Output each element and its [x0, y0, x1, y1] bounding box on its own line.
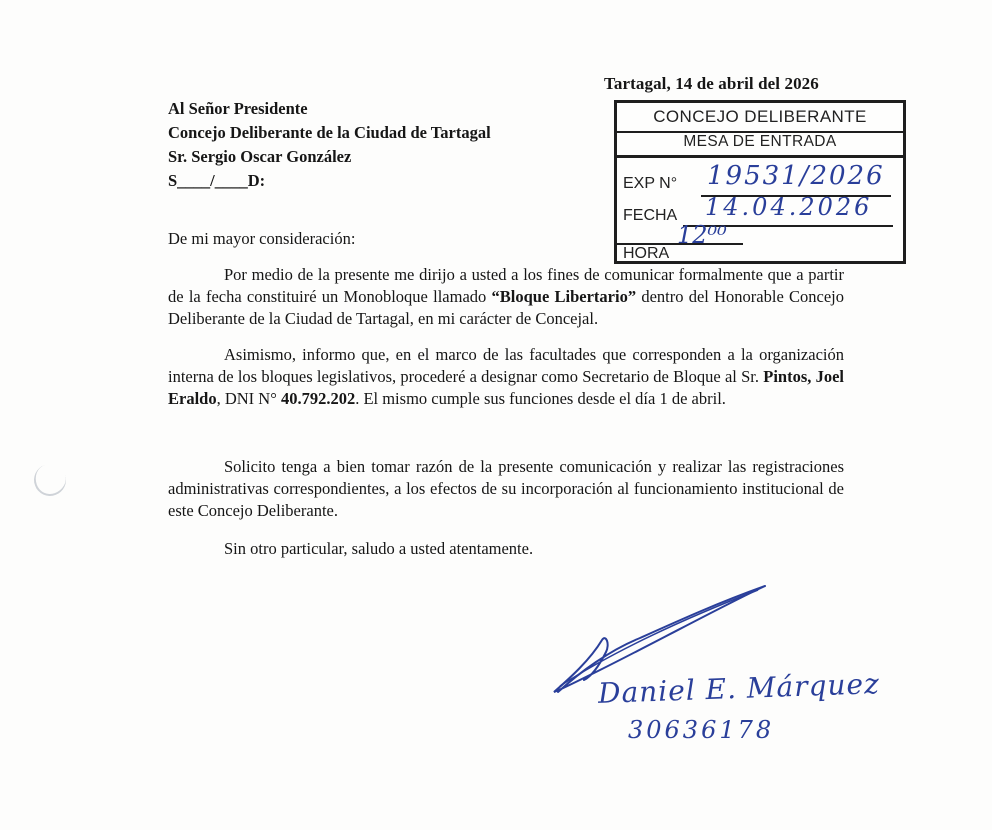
- addressee-sd: S____/____D:: [168, 171, 266, 190]
- secretary-name: Pintos, Joel Eraldo: [168, 367, 844, 408]
- addressee-institution: Concejo Deliberante de la Ciudad de Tartagal: [168, 123, 491, 142]
- paragraph-2-text-c: , DNI N°: [216, 389, 281, 408]
- punch-hole-mark: [29, 459, 70, 500]
- paragraph-2-text-a: Asimismo, informo que, en el marco de las facultades que corresponden a la organización interna de los bloques legislativos, procederé a designar como Secretario de Bloque al Sr.: [168, 345, 844, 386]
- paragraph-1-text-c: dentro del Honorable Concejo Deliberante de la Ciudad de Tartagal, en mi carácter de Concejal.: [168, 287, 844, 328]
- addressee-name: Sr. Sergio Oscar González: [168, 147, 352, 166]
- paragraph-1-text-a: Por medio de la presente me dirijo a usted a los fines de comunicar formalmente que a partir de la fecha constituiré un Monobloque llamado: [168, 265, 844, 306]
- secretary-dni: 40.792.202: [280, 389, 356, 408]
- stamp-hora-label: HORA: [617, 243, 743, 263]
- bloque-name: “Bloque Libertario”: [491, 287, 637, 306]
- stamp-fecha-label: FECHA: [623, 207, 678, 224]
- paragraph-2-text-e: . El mismo cumple sus funciones desde el día 1 de abril.: [355, 389, 726, 408]
- stamp-title: CONCEJO DELIBERANTE: [617, 107, 903, 133]
- signature-dni: 30636178: [628, 716, 775, 744]
- reception-stamp: [614, 100, 906, 264]
- closing-line: Sin otro particular, saludo a usted atentamente.: [224, 539, 534, 558]
- paragraph-3: Solicito tenga a bien tomar razón de la presente comunicación y realizar las registraciones administrativas correspondientes, a los efectos de su incorporación al funcionamiento institucional de este Concejo Deliberante.: [168, 457, 844, 520]
- paragraph-2: [168, 344, 844, 410]
- stamp-exp-value: 19531/2026: [707, 161, 885, 191]
- signature-name: Daniel E. Márquez: [597, 667, 881, 710]
- stamp-fecha-value: 14.04.2026: [705, 193, 873, 221]
- paragraph-1: [168, 264, 844, 330]
- stamp-hora-value: 12⁰⁰: [677, 221, 727, 249]
- salutation: De mi mayor consideración:: [168, 229, 356, 248]
- stamp-exp-label: EXP N°: [623, 175, 678, 192]
- addressee-title: Al Señor Presidente: [168, 99, 308, 118]
- stamp-subtitle: MESA DE ENTRADA: [617, 133, 903, 158]
- addressee-block: [168, 97, 491, 193]
- date-line: Tartagal, 14 de abril del 2026: [604, 74, 819, 93]
